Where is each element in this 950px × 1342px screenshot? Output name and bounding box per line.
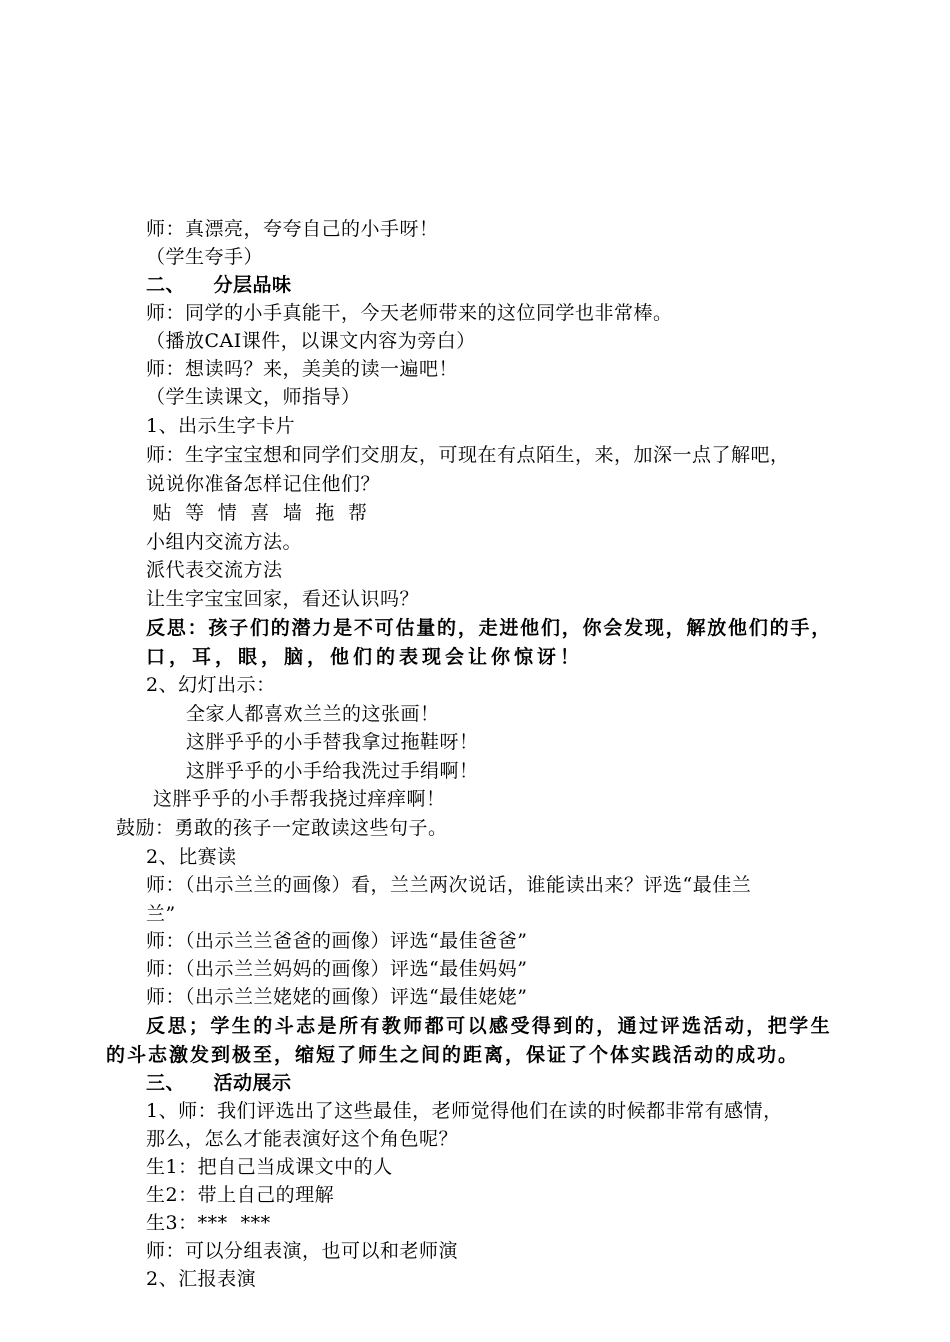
text-line: 让生字宝宝回家，看还认识吗？ [146, 588, 420, 610]
slide-sentence: 全家人都喜欢兰兰的这张画！ [186, 703, 440, 725]
text-line: （学生读课文，师指导） [146, 386, 361, 408]
text-line: 鼓励：勇敢的孩子一定敢读这些句子。 [116, 817, 448, 839]
slide-sentence: 这胖乎乎的小手帮我挠过痒痒啊！ [153, 788, 446, 810]
text-line: 2、汇报表演 [146, 1268, 257, 1290]
reflection-line: 反思；学生的斗志是所有教师都可以感受得到的，通过评选活动，把学生 [146, 1015, 833, 1037]
text-line: 师：（出示兰兰爸爸的画像）评选“最佳爸爸” [146, 930, 528, 952]
text-line: 那么，怎么才能表演好这个角色呢？ [146, 1128, 459, 1150]
slide-sentence: 这胖乎乎的小手给我洗过手绢啊！ [186, 760, 479, 782]
text-line: 师：（出示兰兰妈妈的画像）评选“最佳妈妈” [146, 958, 528, 980]
text-line: 师：生字宝宝想和同学们交朋友，可现在有点陌生，来，加深一点了解吧， [146, 444, 790, 466]
text-line: 生2：带上自己的理解 [146, 1184, 335, 1206]
text-line: 派代表交流方法 [146, 559, 283, 581]
text-line: （播放CAI课件，以课文内容为旁白） [146, 330, 476, 352]
slide-sentence: 这胖乎乎的小手替我拿过拖鞋呀！ [186, 731, 479, 753]
character-list: 贴 等 情 喜 墙 拖 帮 [146, 502, 368, 524]
text-line: 兰” [146, 903, 176, 925]
text-line: 生3：*** *** [146, 1212, 271, 1234]
text-line: （学生夸手） [146, 246, 264, 268]
section-heading: 二、 分层品味 [146, 274, 292, 296]
text-line: 2、幻灯出示： [146, 674, 276, 696]
reflection-line: 的斗志激发到极至，缩短了师生之间的距离，保证了个体实践活动的成功。 [106, 1044, 800, 1066]
text-line: 生1：把自己当成课文中的人 [146, 1156, 393, 1178]
reflection-line: 口，耳，眼，脑，他们的表现会让你惊讶！ [146, 646, 584, 668]
text-line: 师：同学的小手真能干，今天老师带来的这位同学也非常棒。 [146, 302, 673, 324]
text-line: 1、出示生字卡片 [146, 415, 296, 437]
text-line: 师：可以分组表演，也可以和老师演 [146, 1240, 459, 1262]
text-line: 师：想读吗？来，美美的读一遍吧！ [146, 358, 459, 380]
text-line: 师：真漂亮，夸夸自己的小手呀！ [146, 218, 439, 240]
reflection-line: 反思：孩子们的潜力是不可估量的，走进他们，你会发现，解放他们的手， [146, 617, 833, 639]
text-line: 师：（出示兰兰的画像）看，兰兰两次说话，谁能读出来？评选“最佳兰 [146, 874, 752, 896]
text-line: 说说你准备怎样记住他们？ [146, 473, 381, 495]
text-line: 2、比赛读 [146, 846, 237, 868]
text-line: 小组内交流方法。 [146, 531, 303, 553]
section-heading: 三、 活动展示 [146, 1072, 292, 1094]
text-line: 师：（出示兰兰姥姥的画像）评选“最佳姥姥” [146, 986, 528, 1008]
text-line: 1、师：我们评选出了这些最佳，老师觉得他们在读的时候都非常有感情， [146, 1100, 783, 1122]
